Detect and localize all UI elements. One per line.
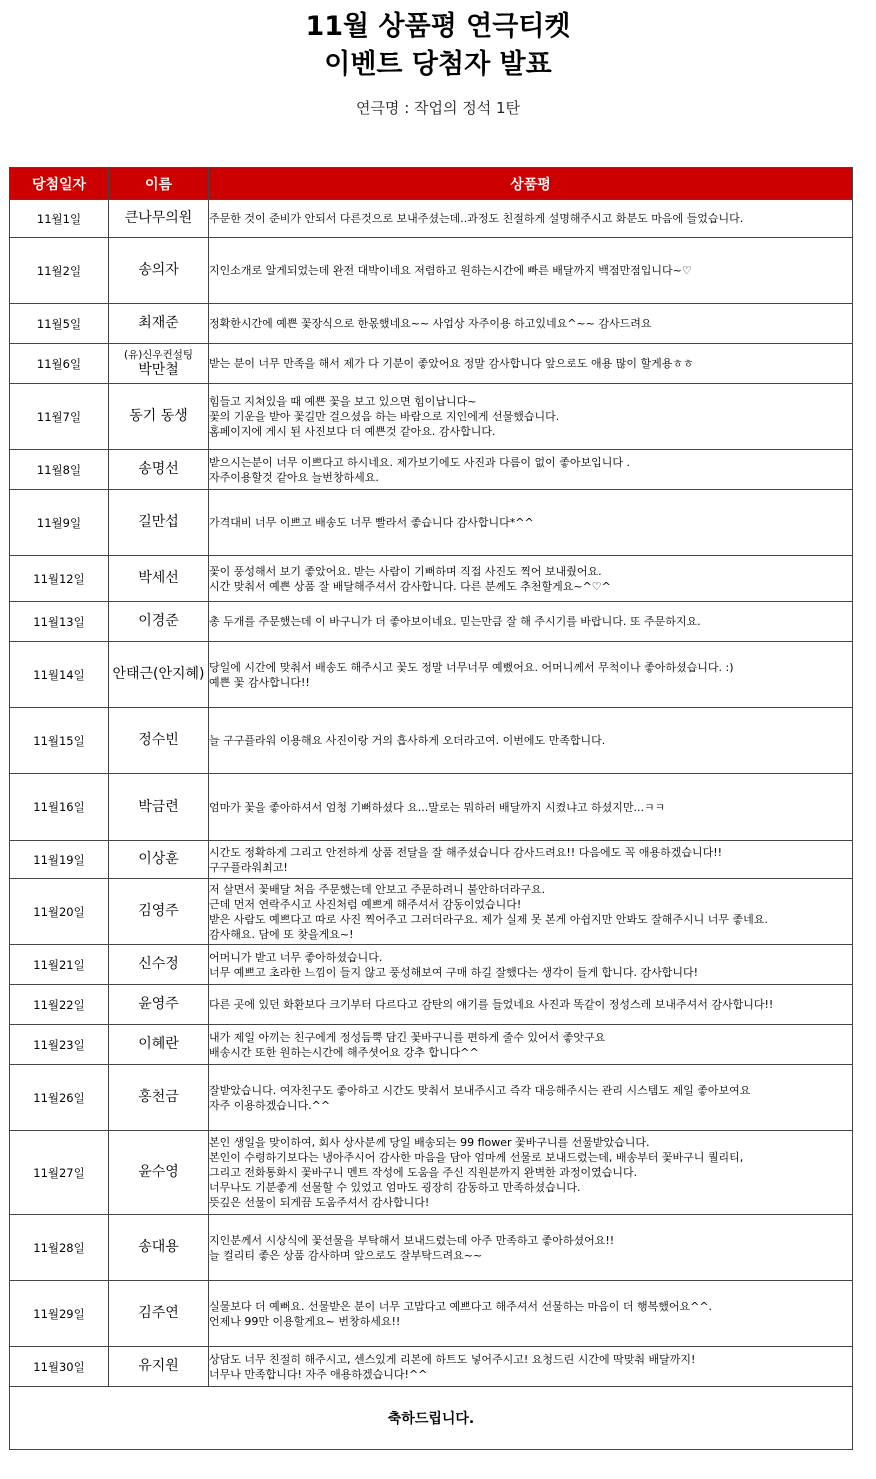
winner-name: 윤영주 [138, 996, 179, 1012]
win-date: 11월21일 [10, 945, 109, 985]
winner-name-cell [109, 556, 209, 602]
review-line: 정확한시간에 예쁜 꽃장식으로 한몫했네요~~ 사업상 자주이용 하고있네요^~~ 감사드려요 [209, 317, 652, 330]
review-line: 언제나 99만 이용할게요~ 번창하세요!! [209, 1314, 401, 1328]
winner-name-cell [109, 1281, 209, 1347]
winner-name: 윤수영 [138, 1164, 179, 1180]
review-cell [209, 304, 853, 344]
winner-name: 김주연 [138, 1305, 179, 1321]
review-cell [209, 450, 853, 490]
review-line: 근데 먼저 연락주시고 사진처럼 예쁘게 해주셔서 감동이었습니다! [209, 897, 522, 911]
review-line: 지인소개로 알게되었는데 완전 대박이네요 저렴하고 원하는시간에 빠른 배달까지 백점만점입니다~♡ [209, 264, 692, 277]
winner-name: 유지원 [138, 1358, 179, 1374]
win-date: 11월15일 [10, 708, 109, 774]
win-date: 11월12일 [10, 556, 109, 602]
review-line: 너무나 만족합니다! 자주 애용하겠습니다!^^ [209, 1367, 428, 1381]
review-line: 자주이용할것 같아요 늘번창하세요. [209, 470, 379, 484]
review-line: 시간도 정확하게 그리고 안전하게 상품 전달을 잘 해주셨습니다 감사드려요!! 다음에도 꼭 애용하겠습니다!! [209, 845, 723, 859]
review-line: 홈페이지에 게시 된 사진보다 더 예쁜것 같아요. 감사합니다. [209, 425, 496, 438]
table-row [10, 1025, 853, 1065]
table-row [10, 708, 853, 774]
review-cell [209, 879, 853, 945]
review-cell [209, 1347, 853, 1387]
review-line: 늘 컬리티 좋은 상품 감사하며 앞으로도 잘부탁드려요~~ [209, 1248, 483, 1262]
review-cell [209, 985, 853, 1025]
win-date: 11월28일 [10, 1215, 109, 1281]
review-line: 어머니가 받고 너무 좋아하셨습니다. [209, 950, 383, 964]
review-cell [209, 945, 853, 985]
review-line: 그리고 전화통화시 꽃바구니 멘트 작성에 도움을 주신 직원분까지 완벽한 과정이였습니다. [209, 1166, 638, 1179]
win-date: 11월23일 [10, 1025, 109, 1065]
review-cell [209, 238, 853, 304]
winner-name: 최재준 [138, 315, 179, 331]
table-row [10, 1215, 853, 1281]
play-name-subtitle: 연극명 : 작업의 정석 1탄 [355, 99, 521, 117]
review-cell [209, 1065, 853, 1131]
winner-name-cell [109, 774, 209, 841]
win-date: 11월22일 [10, 985, 109, 1025]
review-cell [209, 490, 853, 556]
winner-name: 신수정 [138, 956, 179, 972]
review-cell [209, 556, 853, 602]
review-line: 지인분께서 시상식에 꽃선물을 부탁해서 보내드렸는데 아주 만족하고 좋아하셨어요!! [209, 1233, 615, 1247]
review-cell [209, 200, 853, 238]
table-row [10, 642, 853, 708]
review-line: 꽃의 기운을 받아 꽃길만 걸으셨음 하는 바람으로 지인에게 선물했습니다. [209, 410, 560, 423]
table-row [10, 490, 853, 556]
winner-name: 송의자 [138, 262, 179, 278]
table-row [10, 1281, 853, 1347]
review-cell [209, 602, 853, 642]
winner-name-cell [109, 985, 209, 1025]
page-title-line1: 11월 상품평 연극티켓 [305, 11, 571, 42]
page-title-line2: 이벤트 당첨자 발표 [324, 49, 552, 80]
review-line: 힘들고 지쳐있을 때 예쁜 꽃을 보고 있으면 힘이납니다~ [209, 395, 477, 408]
review-line: 꽃이 풍성해서 보기 좋았어요. 받는 사람이 기뻐하며 직접 사진도 찍어 보내줬어요. [209, 564, 602, 578]
table-row [10, 344, 853, 384]
column-header-date: 당첨일자 [10, 168, 109, 200]
table-row [10, 841, 853, 879]
winner-name: 동기 동생 [129, 408, 188, 424]
winner-name: 안태근(안지혜) [112, 666, 205, 682]
winner-name-cell [109, 1131, 209, 1215]
footer-row [10, 1387, 853, 1450]
win-date: 11월19일 [10, 841, 109, 879]
win-date: 11월9일 [10, 490, 109, 556]
table-row [10, 879, 853, 945]
review-line: 받으시는분이 너무 이쁘다고 하시네요. 제가보기에도 사진과 다름이 없이 좋아보입니다 . [209, 455, 630, 469]
win-date: 11월20일 [10, 879, 109, 945]
win-date: 11월16일 [10, 774, 109, 841]
review-line: 상담도 너무 친절히 해주시고, 센스있게 리본에 하트도 넣어주시고! 요청드린 시간에 딱맞춰 배달까지! [209, 1352, 696, 1366]
winner-name-cell [109, 304, 209, 344]
winner-name: 박금련 [138, 798, 179, 815]
table-body [10, 200, 853, 1387]
winner-name: 이경준 [138, 613, 179, 629]
win-date: 11월14일 [10, 642, 109, 708]
review-cell [209, 1025, 853, 1065]
winner-name-cell [109, 238, 209, 304]
win-date: 11월26일 [10, 1065, 109, 1131]
table-row [10, 1065, 853, 1131]
winner-name-cell [109, 708, 209, 774]
review-cell [209, 1281, 853, 1347]
review-line: 가격대비 너무 이쁘고 배송도 너무 빨라서 좋습니다 감사합니다*^^ [209, 516, 534, 529]
table-row [10, 304, 853, 344]
win-date: 11월29일 [10, 1281, 109, 1347]
table-row [10, 238, 853, 304]
review-line: 배송시간 또한 원하는시간에 해주셧어요 강추 합니다^^ [209, 1045, 479, 1059]
winner-name-cell [109, 450, 209, 490]
review-cell [209, 774, 853, 841]
congratulations-footer: 축하드립니다. [10, 1387, 853, 1450]
winners-table [9, 167, 853, 1450]
review-line: 실물보다 더 예뻐요. 선물받은 분이 너무 고맙다고 예쁘다고 해주셔서 선물하는 마음이 더 행복했어요^^. [209, 1299, 713, 1313]
review-line: 받는 분이 너무 만족을 해서 제가 다 기분이 좋았어요 정말 감사합니다 앞으로도 애용 많이 할게용ㅎㅎ [209, 357, 694, 370]
review-line: 자주 이용하겠습니다.^^ [209, 1098, 331, 1112]
table-row [10, 945, 853, 985]
winner-name: 홍천금 [138, 1089, 179, 1105]
winner-name-cell [109, 642, 209, 708]
column-header-review: 상품평 [209, 168, 853, 200]
winner-name: 김영주 [138, 903, 179, 919]
winner-name-cell [109, 1065, 209, 1131]
review-line: 저 살면서 꽃배달 처음 주문했는데 안보고 주문하려니 불안하더라구요. [209, 882, 546, 896]
review-line: 너무 예쁘고 초라한 느낌이 들지 않고 풍성해보여 구매 하길 잘했다는 생각이 들게 합니다. 감사합니다! [209, 965, 699, 979]
winner-name-cell [109, 1347, 209, 1387]
review-line: 본인이 수령하기보다는 냉아주시어 감사한 마음을 담아 엄마께 선물로 보내드렸는데, 배송부터 꽃바구니 퀄리티, [209, 1151, 744, 1164]
winner-name: 이혜란 [138, 1036, 179, 1052]
review-line: 뜻깊은 선물이 되게끔 도움주셔서 감사합니다! [209, 1196, 430, 1209]
winner-name-cell [109, 344, 209, 384]
review-cell [209, 344, 853, 384]
winner-name-cell [109, 879, 209, 945]
review-line: 본인 생일을 맞이하여, 회사 상사분께 당일 배송되는 99 flower 꽃바구니를 선물받았습니다. [209, 1136, 650, 1149]
win-date: 11월6일 [10, 344, 109, 384]
winner-name: 정수빈 [138, 732, 179, 748]
table-row [10, 200, 853, 238]
review-cell [209, 1215, 853, 1281]
winner-name-cell [109, 841, 209, 879]
review-line: 다른 곳에 있던 화환보다 크기부터 다르다고 감탄의 얘기를 들었네요 사진과 똑같이 정성스레 보내주셔서 감사합니다!! [209, 998, 774, 1011]
review-line: 감사해요. 담에 또 찾을게요~! [209, 927, 354, 941]
table-row [10, 774, 853, 841]
table-row [10, 1347, 853, 1387]
winner-name-cell [109, 1025, 209, 1065]
table-header-row [10, 168, 853, 200]
review-line: 받은 사람도 예쁘다고 따로 사진 찍어주고 그러더라구요. 제가 실제 못 본게 아쉽지만 안봐도 잘해주시니 너무 좋네요. [209, 912, 768, 926]
winner-name: 박만철 [138, 362, 179, 378]
win-date: 11월27일 [10, 1131, 109, 1215]
review-line: 주문한 것이 준비가 안되서 다른것으로 보내주셨는데..과정도 친절하게 설명해주시고 화분도 마음에 들었습니다. [209, 212, 744, 225]
column-header-name: 이름 [109, 168, 209, 200]
review-line: 예쁜 꽃 감사합니다!! [209, 675, 310, 689]
review-line: 내가 제일 아끼는 친구에게 정성듬뿍 담긴 꽃바구니를 편하게 줄수 있어서 좋앗구요 [209, 1030, 606, 1044]
table-row [10, 985, 853, 1025]
review-line: 총 두개를 주문했는데 이 바구니가 더 좋아보이네요. 믿는만큼 잘 해 주시기를 바랍니다. 또 주문하지요. [209, 615, 701, 628]
win-date: 11월5일 [10, 304, 109, 344]
win-date: 11월30일 [10, 1347, 109, 1387]
winner-name: 송명선 [138, 461, 179, 477]
winner-name: 박세선 [138, 570, 179, 586]
winner-name-cell [109, 200, 209, 238]
win-date: 11월2일 [10, 238, 109, 304]
winner-name: 큰나무의원 [124, 210, 193, 226]
review-line: 시간 맞춰서 예쁜 상품 잘 배달해주셔서 감사합니다. 다른 분께도 추천할게요~^♡^ [209, 579, 611, 593]
table-row [10, 450, 853, 490]
winner-name-cell [109, 1215, 209, 1281]
review-cell [209, 841, 853, 879]
review-cell [209, 708, 853, 774]
winner-name: 길만섭 [138, 514, 179, 530]
review-line: 늘 구구플라워 이용해요 사진이랑 거의 흡사하게 오더라고여. 이번에도 만족합니다. [209, 734, 606, 747]
winner-name-cell [109, 384, 209, 450]
winner-company: (유)신우컨설팅 [123, 349, 194, 361]
review-cell [209, 384, 853, 450]
win-date: 11월8일 [10, 450, 109, 490]
winner-name: 송대용 [138, 1239, 179, 1255]
review-line: 구구플라워최고! [209, 860, 288, 874]
winner-name-cell [109, 490, 209, 556]
win-date: 11월7일 [10, 384, 109, 450]
review-line: 엄마가 꽃을 좋아하셔서 엄청 기뻐하셨다 요...말로는 뭐하러 배달까지 시켰냐고 하셨지만...ㅋㅋ [209, 800, 666, 814]
table-row [10, 556, 853, 602]
review-line: 당일에 시간에 맞춰서 배송도 해주시고 꽃도 정말 너무너무 예뻤어요. 어머니께서 무척이나 좋아하셨습니다. :) [209, 660, 734, 674]
review-line: 너무나도 기분좋게 선물할 수 있었고 엄마도 굉장히 감동하고 만족하셨습니다. [209, 1181, 581, 1194]
winner-name-cell [109, 945, 209, 985]
table-row [10, 384, 853, 450]
win-date: 11월13일 [10, 602, 109, 642]
review-cell [209, 1131, 853, 1215]
review-line: 잘받았습니다. 여자친구도 좋아하고 시간도 맞춰서 보내주시고 즉각 대응해주시는 관리 시스템도 제일 좋아보여요 [209, 1083, 751, 1097]
win-date: 11월1일 [10, 200, 109, 238]
review-cell [209, 642, 853, 708]
table-row [10, 602, 853, 642]
winner-name: 이상훈 [138, 851, 179, 867]
winner-name-cell [109, 602, 209, 642]
table-row [10, 1131, 853, 1215]
